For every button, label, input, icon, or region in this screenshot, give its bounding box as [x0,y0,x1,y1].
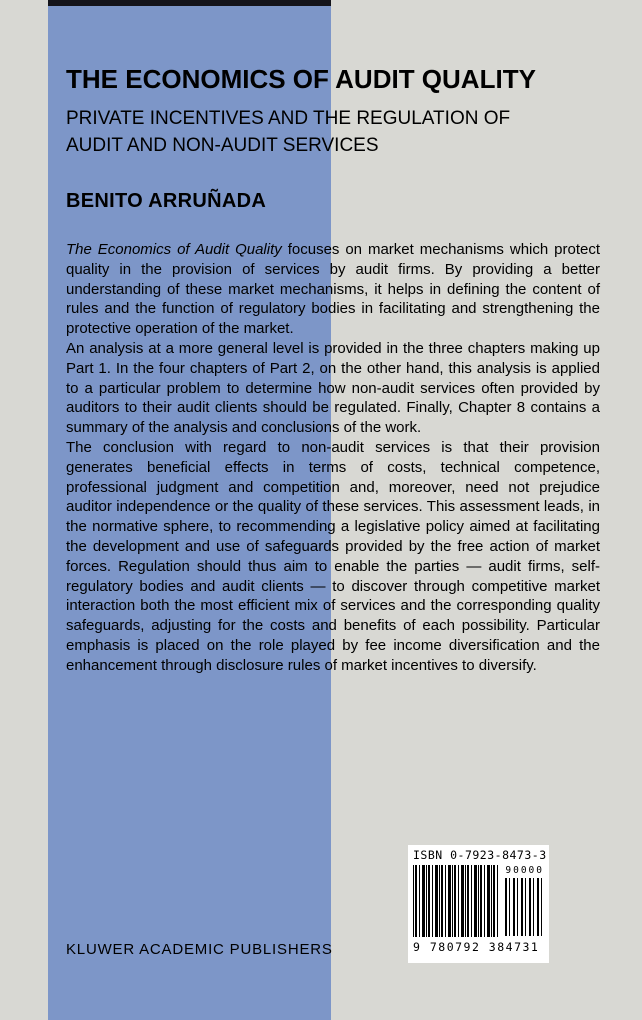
description-paragraph-1 [66,240,600,339]
publisher-name: KLUWER ACADEMIC PUBLISHERS [66,941,333,958]
subtitle-line-2: AUDIT AND NON-AUDIT SERVICES [66,135,379,156]
description-paragraph-3: The conclusion with regard to non-audit services is that their provision generates beneficial effects in terms of costs, technical competence, professional judgment and competition and, moreover, need not prejudice auditor independence or the quality of these services. This assessment leads, in the normative sphere, to recommending a legislative policy aimed at facilitating the development and use of safeguards provided by the free action of market forces. Regulation should thus aim to enable the parties — audit firms, self-regulatory bodies and audit clients — to discover through competitive market interaction both the most efficient mix of services and the corresponding quality safeguards, adjusting for the costs and benefits of each possibility. Particular emphasis is placed on the role played by fee income diversification and the enhancement through disclosure rules of market incentives to diversify. [66,438,600,674]
book-description [66,240,600,676]
description-paragraph-2: An analysis at a more general level is provided in the three chapters making up Part 1. In the four chapters of Part 2, on the other hand, this analysis is applied to a particular problem to determine how non-audit services often provided by auditors to their audit clients should be regulated. Finally, Chapter 8 contains a summary of the analysis and conclusions of the work. [66,339,600,437]
supplemental-barcode [505,865,544,937]
barcode-bars-row [413,865,544,937]
book-title: THE ECONOMICS OF AUDIT QUALITY [66,64,536,94]
author-name: BENITO ARRUÑADA [66,190,267,212]
subtitle-line-1: PRIVATE INCENTIVES AND THE REGULATION OF [66,108,511,129]
italic-title-reference: The Economics of Audit Quality [66,241,282,258]
isbn-label: ISBN 0-7923-8473-3 [413,848,547,862]
isbn-barcode-panel [408,845,549,963]
supplemental-barcode-bars [505,878,544,936]
ean-barcode-bars [413,865,500,937]
book-subtitle [66,105,600,159]
supplemental-digits: 90000 [505,865,544,876]
ean-digits: 9 780792 384731 [413,940,540,954]
paragraph-1-text: focuses on market mechanisms which protect quality in the provision of services by audit firms. By providing a better understanding of these market mechanisms, it helps in defining the content of rules and the function of regulatory bodies in facilitating and strengthening the protective operation of the market. [66,241,600,338]
cover-content [66,0,600,676]
